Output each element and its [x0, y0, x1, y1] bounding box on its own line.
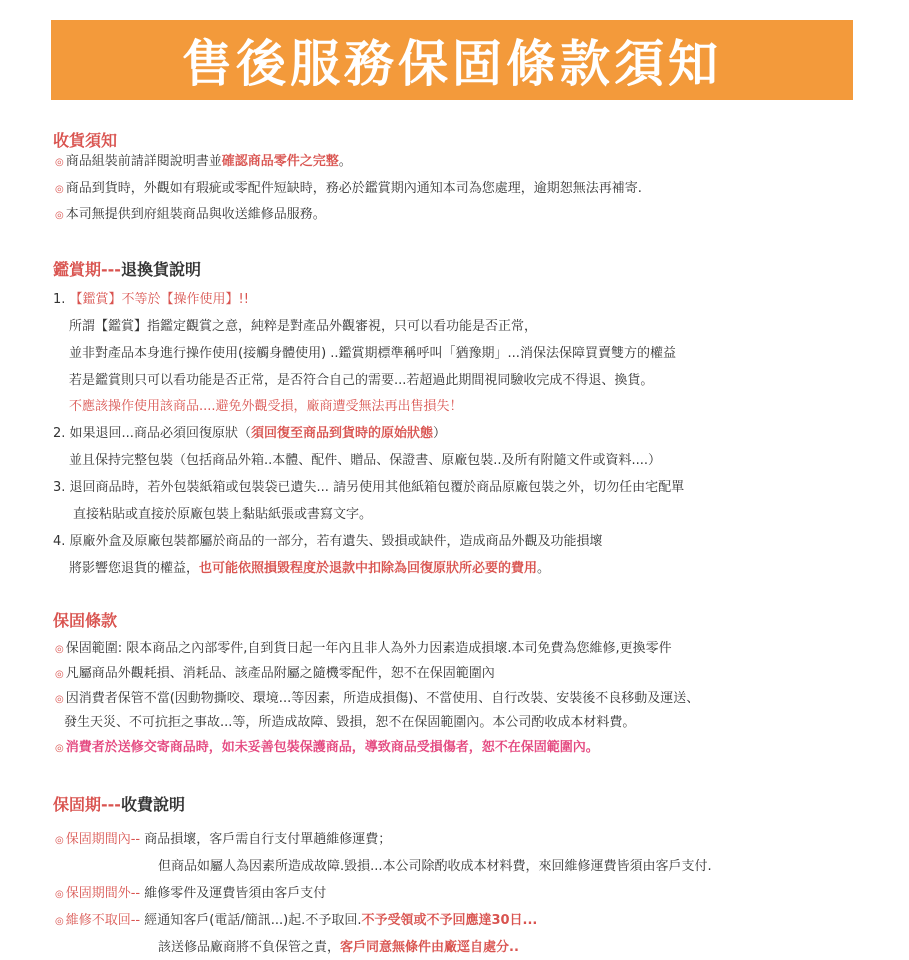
list-item: 發生天災、不可抗拒之事故...等，所造成故障、毀損，恕不在保固範圍內。本公司酌收成本材料費。 — [64, 715, 636, 730]
list-item: ◎ 商品到貨時，外觀如有瑕疵或零配件短缺時，務必於鑑賞期內通知本司為您處理，逾期恕無法再補寄. — [55, 181, 642, 196]
bullet-icon: ◎ — [55, 916, 64, 927]
fee-row-detail: 但商品如屬人為因素所造成故障.毀損...本公司除酌收成本材料費，來回維修運費皆須由客戶支付. — [158, 859, 712, 874]
bullet-icon: ◎ — [55, 743, 64, 754]
list-item: 將影響您退貨的權益，也可能依照損毀程度於退款中扣除為回復原狀所必要的費用。 — [69, 561, 551, 576]
list-item: 3. 退回商品時，若外包裝紙箱或包裝袋已遺失... 請另使用其他紙箱包覆於商品原廠包裝之外，切勿任由宅配單 — [53, 480, 685, 495]
list-item: 1. 【鑑賞】不等於【操作使用】!! — [53, 292, 249, 307]
list-item: 並非對產品本身進行操作使用(接觸身體使用) ..鑑賞期標準稱呼叫「猶豫期」...消保法保障買賣雙方的權益 — [69, 346, 676, 361]
section-title-fees: 保固期---收費說明 — [53, 795, 185, 814]
bullet-icon: ◎ — [55, 889, 64, 900]
section-title-receiving: 收貨須知 — [53, 131, 118, 150]
bullet-icon: ◎ — [55, 184, 64, 195]
list-item: ◎ 凡屬商品外觀耗損、消耗品、該產品附屬之隨機零配件，恕不在保固範圍內 — [55, 666, 495, 681]
bullet-icon: ◎ — [55, 835, 64, 846]
section-title-warranty: 保固條款 — [53, 611, 118, 630]
list-item: 2. 如果退回...商品必須回復原狀（須回復至商品到貨時的原始狀態） — [53, 426, 446, 441]
fee-row: ◎ 保固期間外-- 維修零件及運費皆須由客戶支付 — [55, 886, 327, 901]
bullet-icon: ◎ — [55, 669, 64, 680]
bullet-icon: ◎ — [55, 644, 64, 655]
list-item: ◎ 商品組裝前請詳閱說明書並確認商品零件之完整。 — [55, 154, 352, 169]
section-title-return: 鑑賞期---退換貨說明 — [53, 260, 201, 279]
list-item: ◎ 因消費者保管不當(因動物撕咬、環境...等因素，所造成損傷)、不當使用、自行改裝、安裝後不良移動及運送、 — [55, 691, 700, 706]
list-item: ◎ 保固範圍: 限本商品之內部零件,自到貨日起一年內且非人為外力因素造成損壞.本司免費為您維修,更換零件 — [55, 641, 672, 656]
fee-row: ◎ 保固期間內-- 商品損壞，客戶需自行支付單趟維修運費； — [55, 832, 392, 847]
list-item: 並且保持完整包裝（包括商品外箱..本體、配件、贈品、保證書、原廠包裝..及所有附隨文件或資料....） — [69, 453, 662, 468]
bullet-icon: ◎ — [55, 157, 64, 168]
fee-row-detail: 該送修品廠商將不負保管之責，客戶同意無條件由廠逕自處分.. — [158, 940, 519, 955]
bullet-icon: ◎ — [55, 210, 64, 221]
page-title: 售後服務保固條款須知 — [182, 35, 722, 93]
bullet-icon: ◎ — [55, 694, 64, 705]
fee-row: ◎ 維修不取回-- 經通知客戶(電話/簡訊...)起.不予取回.不予受領或不予回應達30日... — [55, 913, 538, 928]
title-banner — [51, 20, 853, 100]
warning-text: 不應該操作使用該商品....避免外觀受損，廠商遭受無法再出售損失！ — [69, 399, 463, 414]
list-item: 所謂【鑑賞】指鑑定觀賞之意，純粹是對產品外觀審視，只可以看功能是否正常， — [69, 319, 538, 334]
list-item: 若是鑑賞則只可以看功能是否正常，是否符合自己的需要...若超過此期間視同驗收完成不得退、換貨。 — [69, 373, 654, 388]
list-item: 直接粘貼或直接於原廠包裝上黏貼紙張或書寫文字。 — [73, 507, 373, 522]
list-item: 4. 原廠外盒及原廠包裝都屬於商品的一部分，若有遺失、毀損或缺件，造成商品外觀及功能損壞 — [53, 534, 603, 549]
list-item: ◎ 本司無提供到府組裝商品與收送維修品服務。 — [55, 207, 326, 222]
warning-text: ◎ 消費者於送修交寄商品時，如未妥善包裝保護商品，導致商品受損傷者，恕不在保固範圍內。 — [55, 740, 599, 755]
